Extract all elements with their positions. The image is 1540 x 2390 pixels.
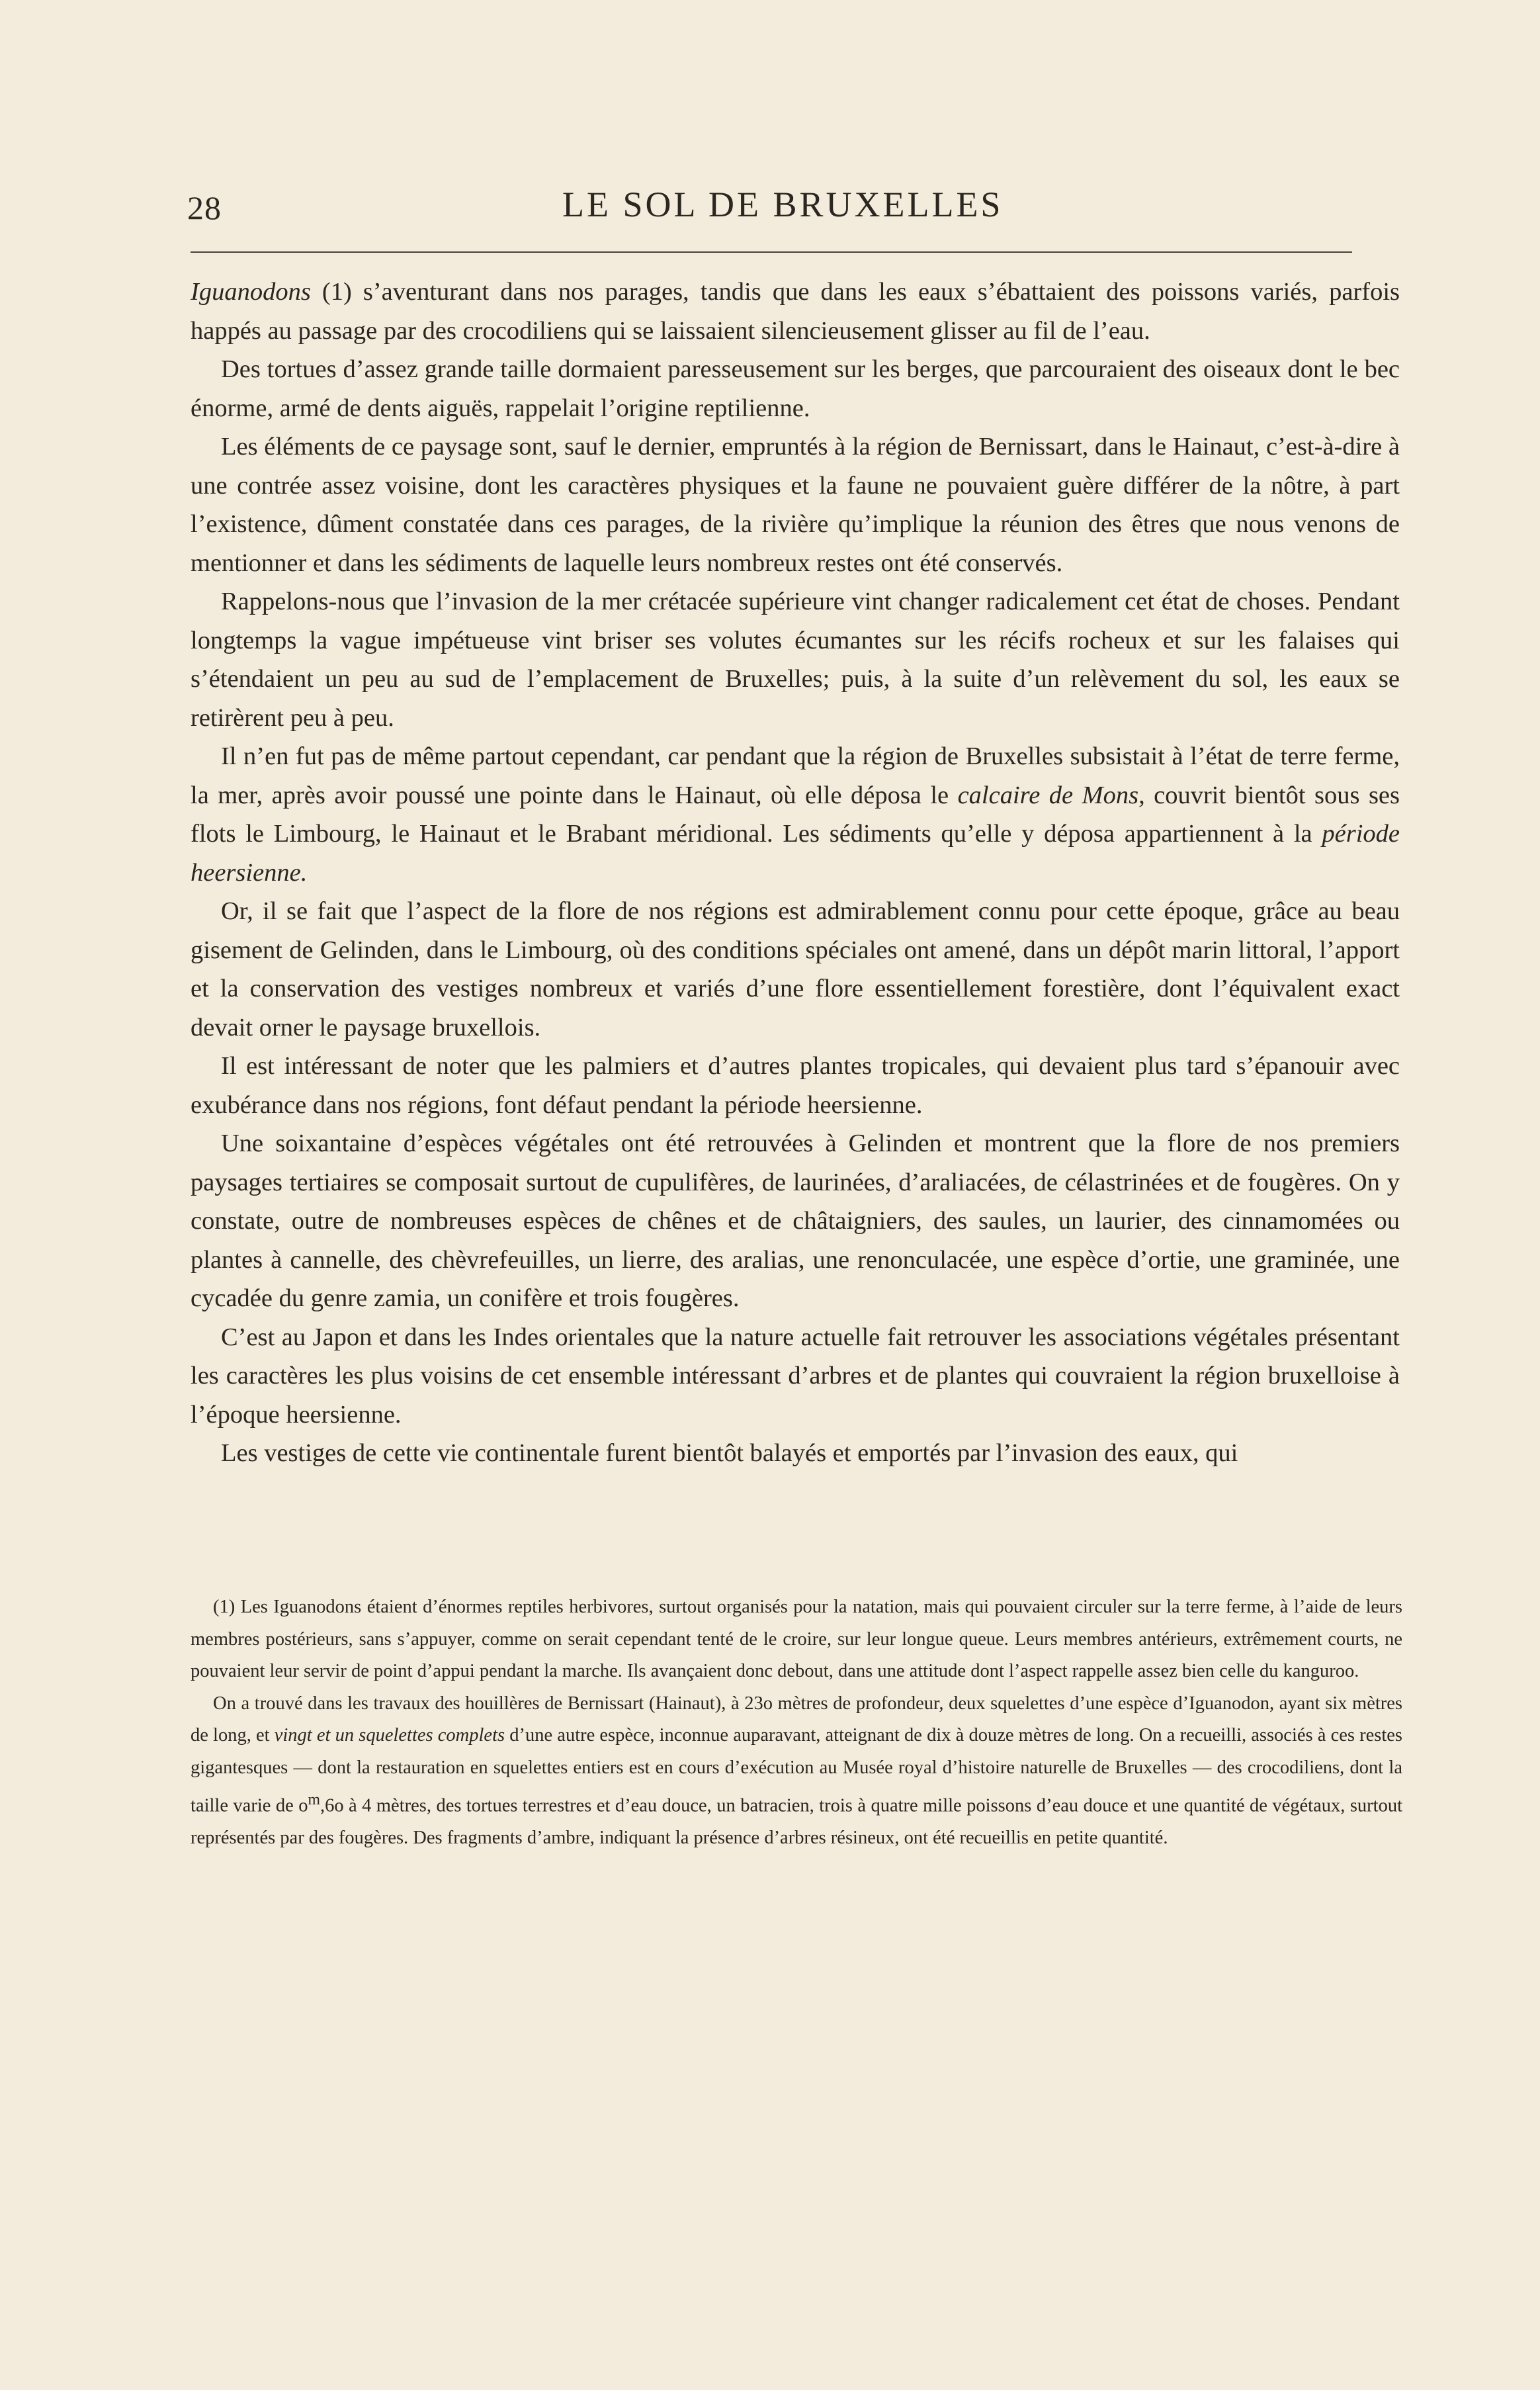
main-text (191, 273, 1400, 1473)
italic-iguanodons: Iguanodons (191, 278, 311, 306)
page-number: 28 (187, 189, 222, 226)
paragraph-10: Les vestiges de cette vie continentale furent bientôt balayés et emportés par l’invasion des eaux, qui (221, 1439, 1238, 1467)
italic-calcaire-de-mons: calcaire de Mons, (957, 781, 1145, 809)
paragraph-3: Les éléments de ce paysage sont, sauf le dernier, empruntés à la région de Bernissart, dans le Hainaut, c’est-à-dire à une contrée assez voisine, dont les caractères physiques et la faune ne pouvaient guère différer de la nôtre, à part l’existence, dûment constatée dans ces parages, de la rivière qu’implique la réunion des êtres que nous venons de mentionner et dans les sédiments de laquelle leurs nombreux restes ont été conservés. (191, 433, 1400, 577)
paragraph-8: Une soixantaine d’espèces végétales ont été retrouvées à Gelinden et montrent que la flore de nos premiers paysages tertiaires se composait surtout de cupulifères, de laurinées, d’araliacées, de célastrinées et de fougères. On y constate, outre de nombreuses espèces de chênes et de châtaigniers, des saules, un laurier, des cinnamomées ou plantes à cannelle, des chèvrefeuilles, un lierre, des aralias, une renonculacée, une espèce d’ortie, une graminée, une cycadée du genre zamia, un conifère et trois fougères. (191, 1129, 1400, 1312)
header-rule (191, 251, 1352, 253)
paragraph-5 (191, 737, 1400, 892)
footnote-2 (191, 1688, 1402, 1855)
paragraph-1 (191, 273, 1400, 350)
paragraph-1-text: (1) s’aventurant dans nos parages, tandis que dans les eaux s’ébattaient des poissons variés, parfois happés au passage par des crocodiliens qui se laissaient silencieusement glisser au fil de l’eau. (191, 278, 1400, 345)
footnotes (191, 1591, 1402, 1855)
footnote-1: (1) Les Iguanodons étaient d’énormes reptiles herbivores, surtout organisés pour la natation, mais qui pouvaient circuler sur la terre ferme, à l’aide de leurs membres postérieurs, sans s’appuyer, comme on serait cependant tenté de le croire, sur leur longue queue. Leurs membres antérieurs, extrêmement courts, ne pouvaient leur servir de point d’appui pendant la marche. Ils avançaient donc debout, dans une attitude dont l’aspect rappelle assez bien celle du kanguroo. (191, 1597, 1402, 1681)
paragraph-7: Il est intéressant de noter que les palmiers et d’autres plantes tropicales, qui devaient plus tard s’épanouir avec exubérance dans nos régions, font défaut pendant la période heersienne. (191, 1052, 1400, 1119)
paragraph-6: Or, il se fait que l’aspect de la flore de nos régions est admirablement connu pour cette époque, grâce au beau gisement de Gelinden, dans le Limbourg, où des conditions spéciales ont amené, dans un dépôt marin littoral, l’apport et la conservation des vestiges nombreux et variés d’une flore essentiellement forestière, dont l’équivalent exact devait orner le paysage bruxellois. (191, 897, 1400, 1041)
footnote-2-a: On a trouvé dans les travaux des houillères de Bernissart (Hainaut), à 23o mètres de profondeur, deux squelettes d’une espèce d’Iguanodon, ayant six mètres de long, et (191, 1693, 1402, 1746)
footnote-2-b: d’une autre espèce, inconnue auparavant, atteignant de dix à douze mètres de long. On a recueilli, associés à ces restes gigantesques — dont la restauration en squelettes entiers est en cours d’exécution au Musée royal d’histoire naturelle de Bruxelles — des crocodiliens, dont la taille varie de o (191, 1725, 1403, 1816)
italic-periode-heersienne: période heersienne. (191, 820, 1400, 887)
paragraph-9: C’est au Japon et dans les Indes orientales que la nature actuelle fait retrouver les associations végétales présentant les caractères les plus voisins de cet ensemble intéressant d’arbres et de plantes qui couvraient la région bruxelloise à l’époque heersienne. (191, 1323, 1400, 1429)
paragraph-4: Rappelons-nous que l’invasion de la mer crétacée supérieure vint changer radicalement cet état de choses. Pendant longtemps la vague impétueuse vint briser ses volutes écumantes sur les récifs rocheux et sur les falaises qui s’étendaient un peu au sud de l’emplacement de Bruxelles; puis, à la suite d’un relèvement du sol, les eaux se retirèrent peu à peu. (191, 588, 1400, 732)
running-title: LE SOL DE BRUXELLES (562, 185, 1004, 224)
italic-vingt-et-un: vingt et un squelettes complets (274, 1725, 505, 1746)
paragraph-5-b: couvrit bientôt sous ses flots le Limbourg, le Hainaut et le Brabant méridional. Les sédiments qu’elle y déposa appartiennent à la (191, 781, 1400, 848)
paragraph-5-a: Il n’en fut pas de même partout cependant, car pendant que la région de Bruxelles subsistait à l’état de terre ferme, la mer, après avoir poussé une pointe dans le Hainaut, où elle déposa le (191, 742, 1400, 809)
superscript-m: m (308, 1791, 320, 1808)
footnote-2-c: ,6o à 4 mètres, des tortues terrestres et d’eau douce, un batracien, trois à quatre mille poissons d’eau douce et une quantité de végétaux, surtout représentés par des fougères. Des fragments d’ambre, indiquant la présence d’arbres résineux, ont été recueillis en petite quantité. (191, 1795, 1402, 1848)
paragraph-2: Des tortues d’assez grande taille dormaient paresseusement sur les berges, que parcouraient des oiseaux dont le bec énorme, armé de dents aiguës, rappelait l’origine reptilienne. (191, 355, 1400, 422)
